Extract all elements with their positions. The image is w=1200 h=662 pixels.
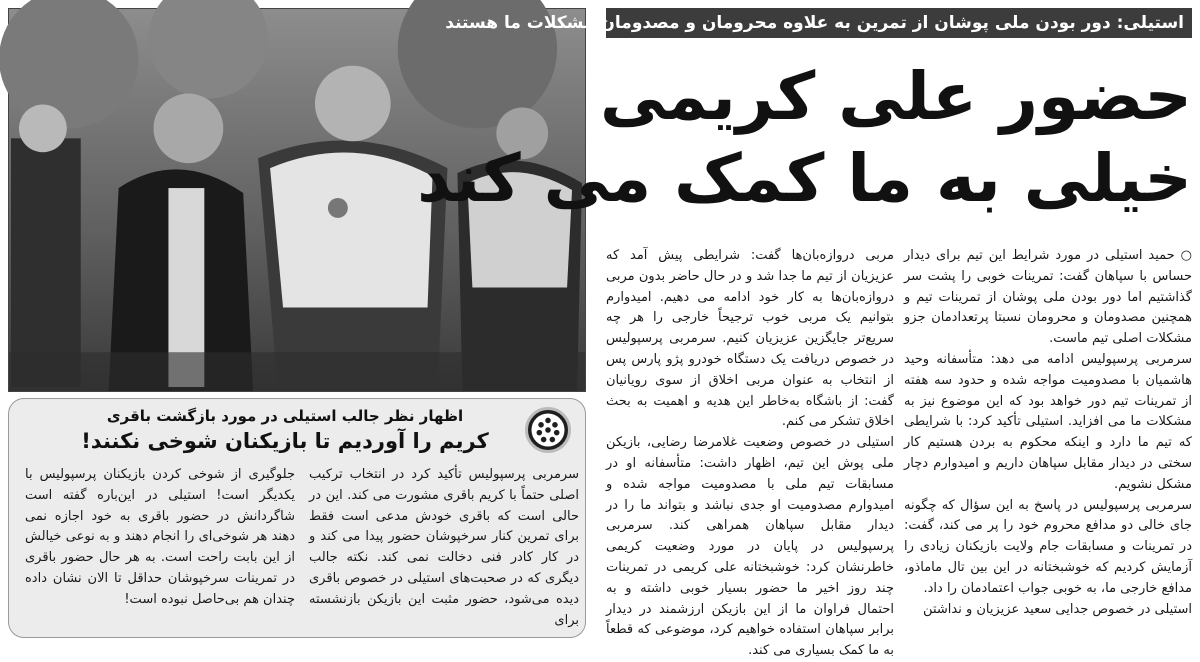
headline-line-2: خیلی به ما کمک می کند bbox=[417, 140, 1192, 217]
headline-line-1: حضور علی کریمی bbox=[600, 58, 1192, 135]
article-headline bbox=[417, 56, 1192, 220]
body-paragraph: ○ حمید استیلی در مورد شرایط این تیم برای دیدار حساس با سپاهان گفت: تمرینات خوبی را پشت سر گذاشتیم اما دور بودن ملی پوشان از تمرینات تیم و همچنین مصدومان و محرومان نسبتا پرتعدادمان جزو مشکلات اصلی تیم ماست. bbox=[904, 248, 1192, 347]
reel-icon bbox=[525, 407, 571, 453]
body-paragraph: مربی دروازه‌بان‌ها گفت: شرایطی پیش آمد که عزیزیان از تیم ما جدا شد و در حال حاضر بدون مربی دروازه‌بان‌ها به کار خود ادامه می دهیم. امیدوارم بتوانیم یک مربی خوب ترجیحاً خارجی را هر چه سریع‌تر جایگزین عزیزیان کنیم. سرمربی پرسپولیس در خصوص دریافت یک دستگاه خودرو پژو پارس پس از انتخاب به عنوان مربی اخلاق از سوی رویانیان گفت: از باشگاه به‌خاطر این هدیه و اهمیت به بحث اخلاق تشکر می کنم. bbox=[606, 248, 894, 430]
body-paragraph: استیلی در خصوص جدایی سعید عزیزیان و نداشتن bbox=[923, 601, 1192, 617]
article-kicker: استیلی: دور بودن ملی پوشان از تمرین به علاوه محرومان و مصدومان مشکلات ما هستند bbox=[606, 8, 1192, 38]
article-body-column-middle bbox=[606, 246, 894, 659]
article-body-column-right bbox=[904, 246, 1192, 642]
sidebar-box bbox=[8, 398, 586, 638]
body-paragraph: استیلی در خصوص وضعیت غلامرضا رضایی، بازیکن ملی پوش این تیم، اظهار داشت: متأسفانه او در مسابقات تیم ملی با مصدومیت مواجه شده و امیدوارم مصدومیت او جدی نباشد و بتواند ما را در دیدار مقابل سپاهان همراهی کند. سرمربی پرسپولیس در پایان در مورد وضعیت کریمی خاطرنشان کرد: خوشبختانه علی کریمی در تمرینات چند روز اخیر ما حضور بسیار خوبی داشته و به احتمال فراوان ما از این بازیکن ارزشمند در دیدار برابر سپاهان استفاده خواهیم کرد، موضوعی که قطعاً به ما کمک بسیاری می کند. bbox=[606, 435, 894, 659]
sidebar-body-right: سرمربی پرسپولیس تأکید کرد در انتخاب ترکیب اصلی حتماً با کریم باقری مشورت می کند. این در حالی است که باقری خودش مدعی است فقط برای تمرین کنار سرخپوشان حضور پیدا می کند و در کار کادر فنی دخالت نمی کند. نکته جالب دیگری که در صحبت‌های استیلی در خصوص باقری دیده می‌شود، حضور مثبت این بازیکن بازنشسته برای bbox=[309, 467, 579, 628]
sidebar-body-left: جلوگیری از شوخی کردن بازیکنان پرسپولیس با یکدیگر است! استیلی در این‌باره گفته است شاگردانش در حضور باقری به خود اجازه نمی دهند هر شوخی‌ای را انجام دهند و به نوعی خیالش از این بابت راحت است. به هر حال حضور باقری در تمرینات سرخپوشان حداقل تا الان نشان داده چندان هم بی‌حاصل نبوده است! bbox=[25, 467, 295, 607]
sidebar-title: کریم را آوردیم تا بازیکنان شوخی نکنند! bbox=[81, 429, 489, 453]
sidebar-subtitle: اظهار نظر جالب استیلی در مورد بازگشت باقری bbox=[106, 407, 464, 425]
body-paragraph: سرمربی پرسپولیس ادامه می دهد: متأسفانه وحید هاشمیان با مصدومیت مواجه شده و حدود سه هفته از تمرینات تیم دور خواهد بود که این موضوع نیز به مشکلات ما می افزاید. استیلی تأکید کرد: با شرایطی که تیم ما دارد و اینکه محکوم به بردن هستیم کار سختی در دیدار مقابل سپاهان داریم و امیدوارم دچار مشکل نشویم. bbox=[904, 351, 1192, 492]
body-paragraph: سرمربی پرسپولیس در پاسخ به این سؤال که چگونه جای خالی دو مدافع محروم خود را پر می کند، گفت: در تمرینات و مسابقات جام ولایت بازیکنان زیادی را آزمایش کردیم که خوشبختانه در این بین تال ماماذو، مدافع خارجی ما، به خوبی جواب اعتمادمان را داد. bbox=[904, 497, 1192, 596]
